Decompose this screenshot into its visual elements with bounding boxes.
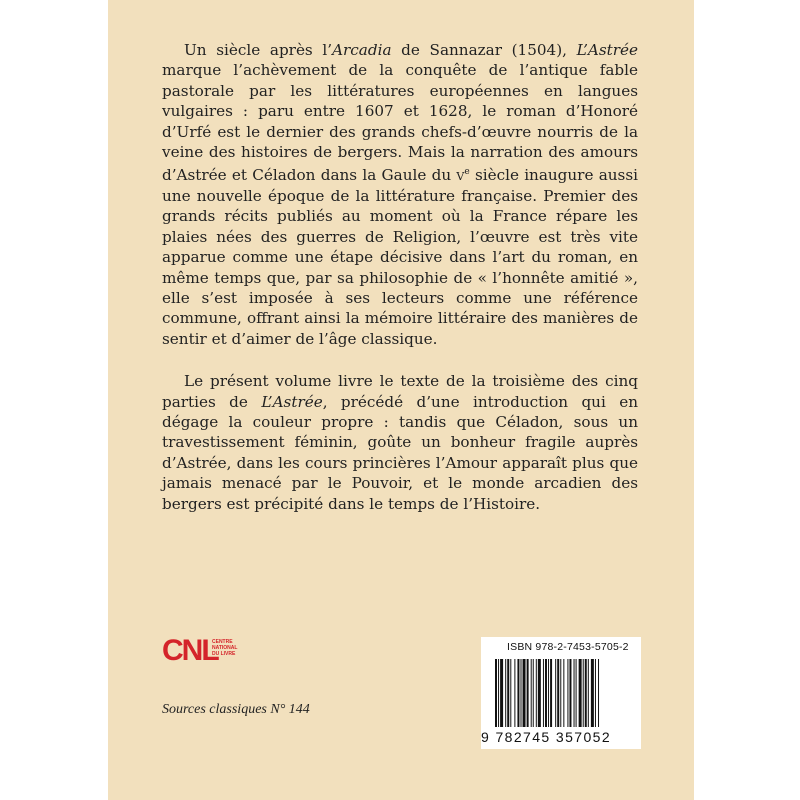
blurb-paragraph-1 [162, 40, 638, 349]
isbn-barcode-block [481, 637, 641, 749]
barcode-bar [595, 659, 596, 727]
barcode-bar [527, 659, 529, 727]
barcode-bar [507, 659, 509, 727]
ean-digits: 9 782745 357052 [481, 729, 611, 745]
barcode-bar [563, 659, 564, 727]
barcode-bar [585, 659, 587, 727]
barcode-bar [514, 659, 515, 727]
text-run: de Sannazar (1504), [391, 41, 577, 59]
text-run: siècle inaugure aussi une nouvelle époque de la littérature française. Premier des grands récits publiés au moment où la France répare les plaies nées des guerres de Religion, l’œuvre est très vite apparue comme une étape décisive dans l’art du roman, en même temps que, par sa philosophie de « l’honnête amitié », elle s’est imposée à ses lecteurs comme une référence commune, offrant ainsi la mémoire littéraire des manières de sentir et d’aimer de l’âge classique. [162, 166, 638, 348]
century-numeral: v [456, 166, 465, 185]
century-superscript: e [464, 167, 470, 178]
title-astree: L’Astrée [261, 392, 323, 411]
barcode-bar [536, 659, 537, 727]
barcode-bar [555, 659, 556, 727]
series-label: Sources classiques N° 144 [162, 702, 310, 717]
cnl-line-2: NATIONAL [212, 645, 238, 651]
barcode-bar [588, 659, 589, 727]
cnl-letters: CNL [162, 634, 218, 666]
barcode-bar [591, 659, 594, 727]
text-run: , précédé d’une introduction qui en dégage la couleur propre : tandis que Céladon, sous un travestissement féminin, goûte un bonheur fragile auprès d’Astrée, dans les cours princières l’Amour apparaît plus que jamais menacé par le Pouvoir, et le monde arcadien des bergers est précipité dans le temps de l’Histoire. [162, 392, 638, 513]
barcode-bar [560, 659, 561, 727]
title-astree: L’Astrée [576, 41, 638, 59]
barcode-bar [531, 659, 532, 727]
barcode-bar [576, 659, 577, 727]
barcode-bar [510, 659, 511, 727]
barcode-bar [495, 659, 497, 727]
barcode-bar [538, 659, 541, 727]
barcode-bar [598, 659, 599, 727]
blurb-paragraph-2 [162, 371, 638, 514]
barcode-bar [569, 659, 571, 727]
cnl-line-1: CENTRE [212, 639, 233, 645]
barcode-bar [500, 659, 503, 727]
barcode-bar [583, 659, 584, 727]
barcode [495, 659, 635, 729]
barcode-bar [517, 659, 519, 727]
cnl-line-3: DU LIVRE [212, 651, 236, 657]
barcode-bar [574, 659, 575, 727]
barcode-bar [505, 659, 506, 727]
barcode-bar [567, 659, 568, 727]
barcode-bar [533, 659, 534, 727]
barcode-bar [543, 659, 544, 727]
barcode-bar [548, 659, 549, 727]
barcode-bar [557, 659, 559, 727]
barcode-bar [545, 659, 547, 727]
text-run: Un siècle après l’ [184, 41, 333, 59]
title-arcadia: Arcadia [332, 41, 392, 59]
cnl-logo [162, 630, 242, 666]
blurb-text [162, 40, 638, 536]
isbn-number: ISBN 978-2-7453-5705-2 [507, 641, 629, 653]
barcode-bar [550, 659, 552, 727]
barcode-bar [523, 659, 526, 727]
barcode-bar [521, 659, 522, 727]
barcode-bar [498, 659, 499, 727]
barcode-bar [579, 659, 582, 727]
text-run: marque l’achèvement de la conquête de l’antique fable pastorale par les littératures européennes en langues vulgaires : paru entre 1607 et 1628, le roman d’Honoré d’Urfé est le dernier des grands chefs-d’œuvre nourris de la veine des histoires de bergers. Mais la narration des amours d’Astrée et Céladon dans la Gaule du [162, 61, 638, 185]
text-run: Le présent volume livre le texte de la troisième des cinq parties de [162, 372, 638, 411]
